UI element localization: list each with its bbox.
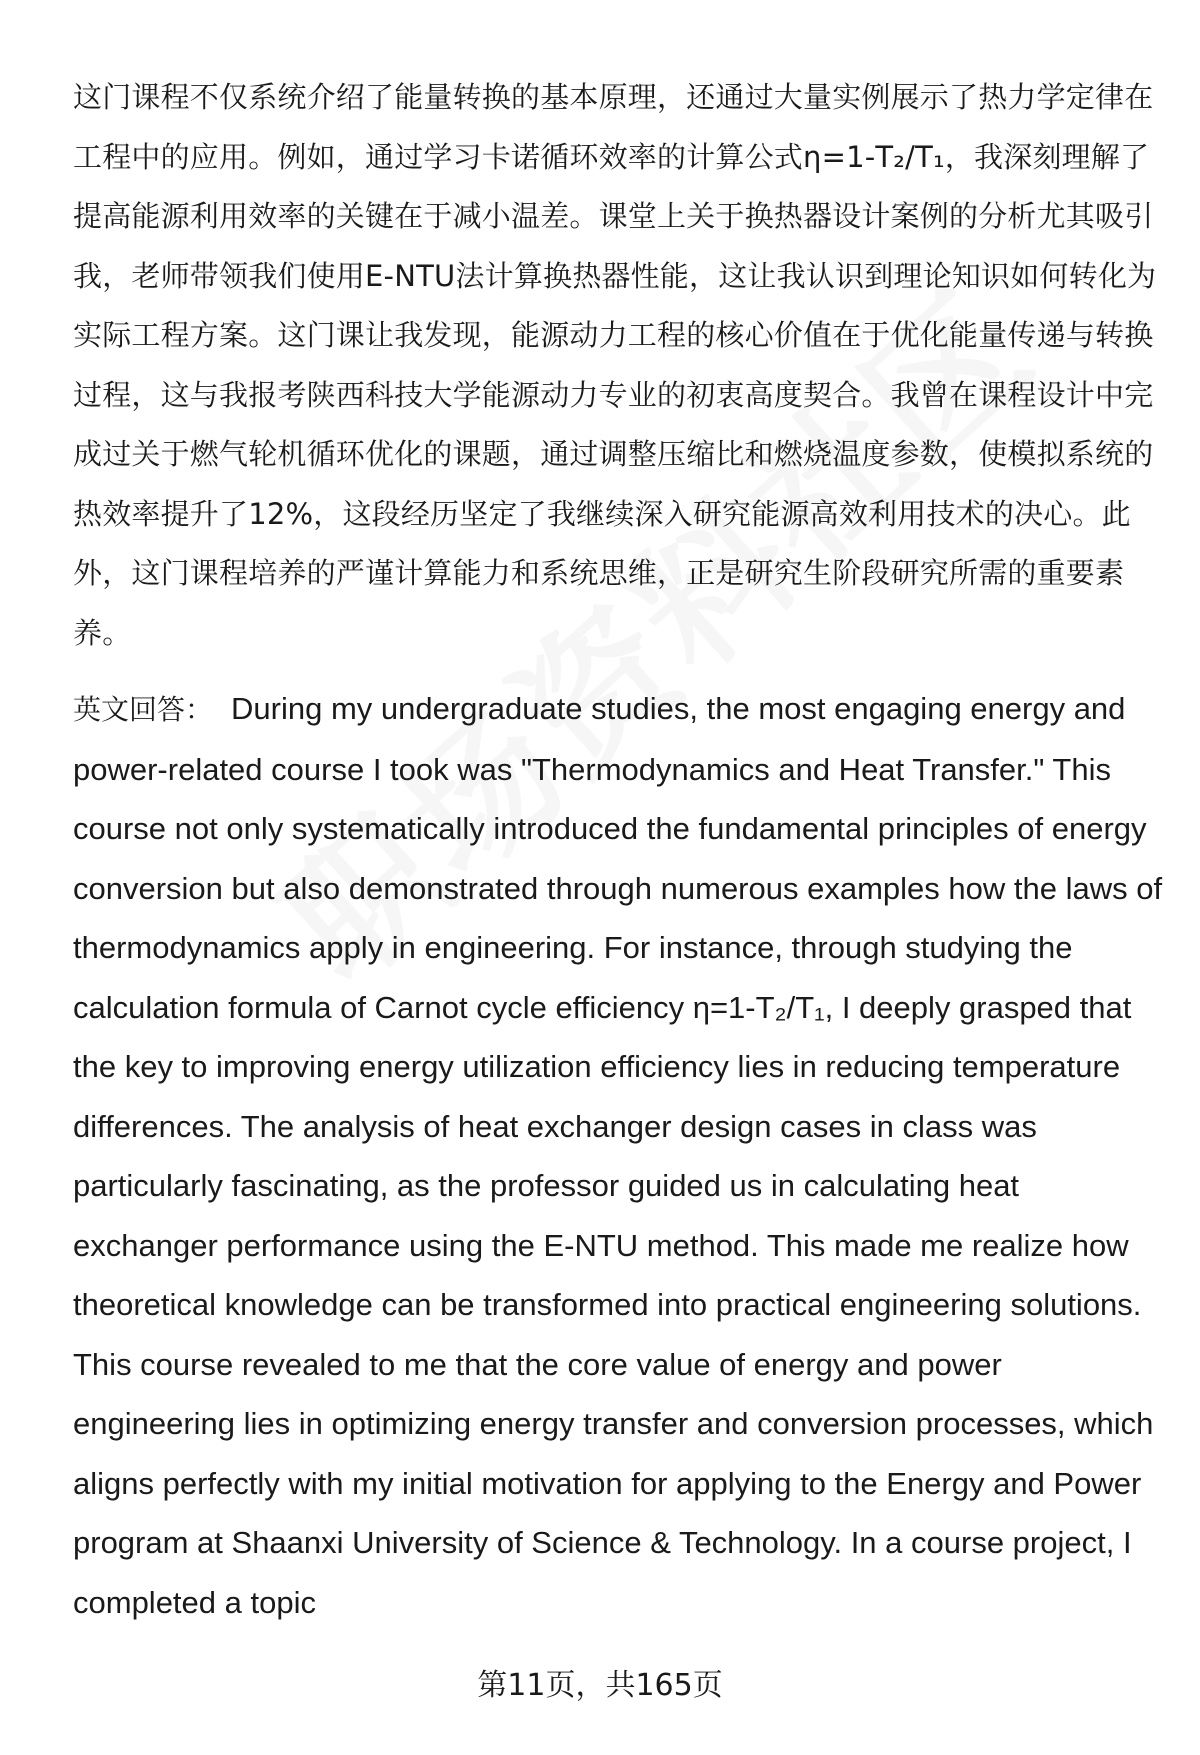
page-body bbox=[73, 68, 1165, 1632]
english-answer-label: 英文回答： bbox=[73, 693, 214, 726]
english-answer-text: During my undergraduate studies, the most engaging energy and power-related course I took was "Thermodynamics and Heat Transfer." This course not only systematically introduced the fundamental principles of energy conversion but also demonstrated through numerous examples how the laws of thermodynamics apply in engineering. For instance, through studying the calculation formula of Carnot cycle efficiency η=1-T₂/T₁, I deeply grasped that the key to improving energy utilization efficiency lies in reducing temperature differences. The analysis of heat exchanger design cases in class was particularly fascinating, as the professor guided us in calculating heat exchanger performance using the E-NTU method. This made me realize how theoretical knowledge can be transformed into practical engineering solutions. This course revealed to me that the core value of energy and power engineering lies in optimizing energy transfer and conversion processes, which aligns perfectly with my initial motivation for applying to the Energy and Power program at Shaanxi University of Science & Technology. In a course project, I completed a topic bbox=[73, 691, 1163, 1620]
chinese-paragraph: 这门课程不仅系统介绍了能量转换的基本原理，还通过大量实例展示了热力学定律在工程中的应用。例如，通过学习卡诺循环效率的计算公式η=1-T₂/T₁，我深刻理解了提高能源利用效率的关键在于减小温差。课堂上关于换热器设计案例的分析尤其吸引我，老师带领我们使用E-NTU法计算换热器性能，这让我认识到理论知识如何转化为实际工程方案。这门课让我发现，能源动力工程的核心价值在于优化能量传递与转换过程，这与我报考陕西科技大学能源动力专业的初衷高度契合。我曾在课程设计中完成过关于燃气轮机循环优化的课题，通过调整压缩比和燃烧温度参数，使模拟系统的热效率提升了12%，这段经历坚定了我继续深入研究能源高效利用技术的决心。此外，这门课程培养的严谨计算能力和系统思维，正是研究生阶段研究所需的重要素养。 bbox=[73, 80, 1157, 650]
page-number: 第11页，共165页 bbox=[477, 1668, 723, 1703]
english-answer-paragraph bbox=[73, 679, 1165, 1632]
